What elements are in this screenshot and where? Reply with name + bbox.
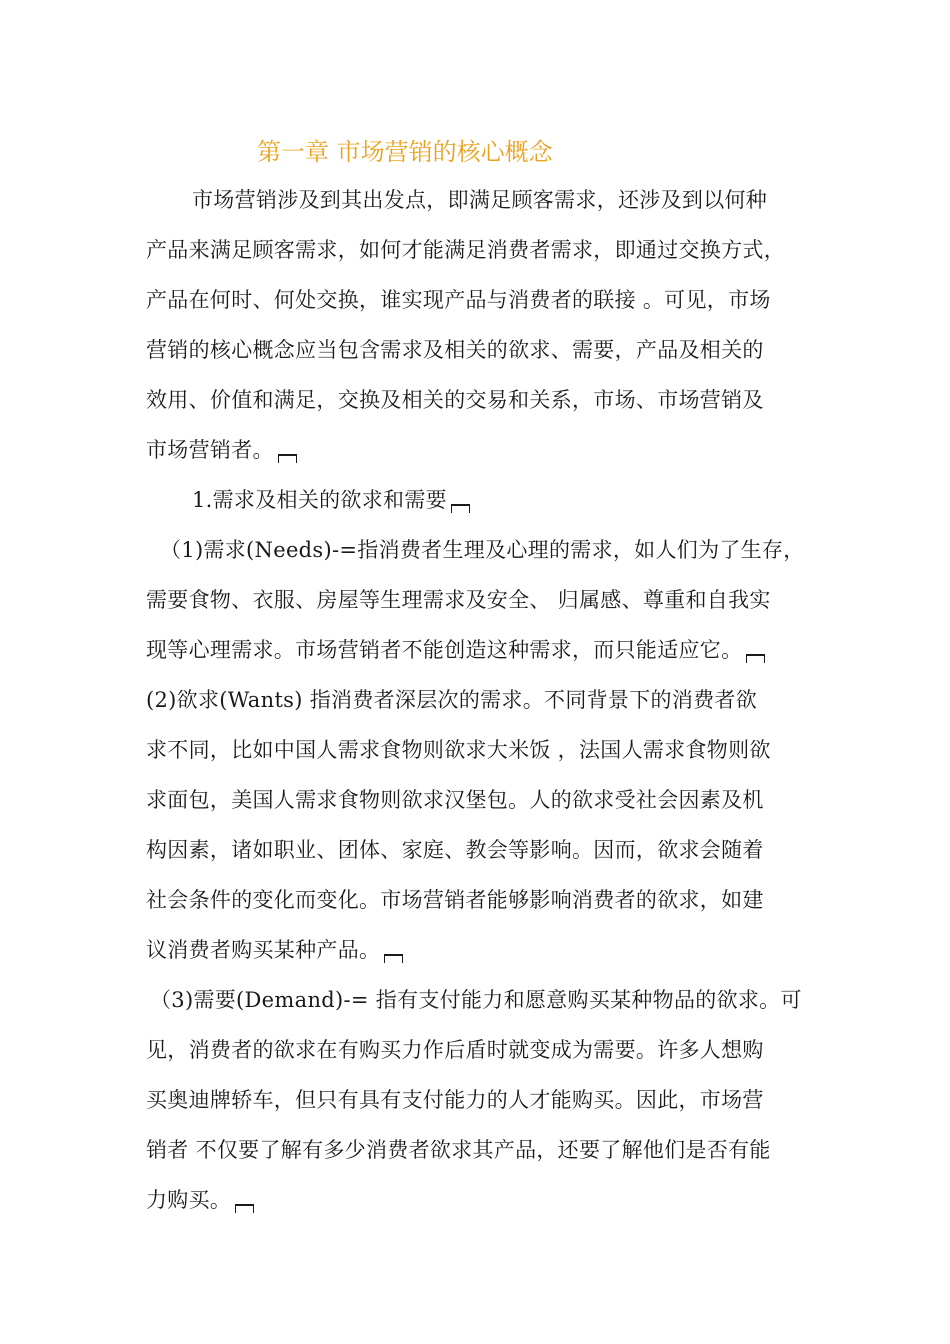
line-text: 营销的核心概念应当包含需求及相关的欲求、需要，产品及相关的 <box>146 338 764 362</box>
line-text: 市场营销涉及到其出发点，即满足顾客需求，还涉及到以何种 <box>192 188 768 212</box>
text-line <box>146 835 764 865</box>
line-text: 求不同，比如中国人需求食物则欲求大米饭 ，法国人需求食物则欲 <box>146 738 771 762</box>
text-line <box>146 235 785 265</box>
line-text: 效用、价值和满足，交换及相关的交易和关系，市场、市场营销及 <box>146 388 764 412</box>
line-text: (2)欲求(Wants) 指消费者深层次的需求。不同背景下的消费者欲 <box>146 688 758 712</box>
paragraph-mark-icon <box>235 1204 254 1213</box>
text-line <box>146 285 771 315</box>
paragraph-mark-icon <box>278 454 297 463</box>
line-text: （3)需要(Demand)-= 指有支付能力和愿意购买某种物品的欲求。可 <box>150 988 802 1012</box>
line-text: 现等心理需求。市场营销者不能创造这种需求，而只能适应它。 <box>146 638 743 662</box>
text-line <box>146 435 297 465</box>
text-line <box>146 635 765 665</box>
text-line <box>146 1085 764 1115</box>
text-line <box>150 985 802 1015</box>
paragraph-mark-icon <box>451 504 470 513</box>
text-line <box>146 885 764 915</box>
text-line <box>192 185 767 215</box>
line-text: 构因素，诸如职业、团体、家庭、教会等影响。因而，欲求会随着 <box>146 838 764 862</box>
text-line <box>146 1185 254 1215</box>
text-line <box>146 785 764 815</box>
text-line <box>146 935 403 965</box>
text-line <box>146 1135 771 1165</box>
line-text: 市场营销者。 <box>146 438 274 462</box>
text-line <box>146 685 757 715</box>
line-text: 销者 不仅要了解有多少消费者欲求其产品，还要了解他们是否有能 <box>146 1138 771 1162</box>
line-text: （1)需求(Needs)-=指消费者生理及心理的需求，如人们为了生存， <box>160 538 805 562</box>
line-text: 需要食物、衣服、房屋等生理需求及安全、 归属感、尊重和自我实 <box>146 588 771 612</box>
line-text: 力购买。 <box>146 1188 232 1212</box>
line-text: 产品在何时、何处交换，谁实现产品与消费者的联接 。可见，市场 <box>146 288 771 312</box>
chapter-title: 第一章 市场营销的核心概念 <box>257 138 553 166</box>
section-heading <box>192 485 470 515</box>
line-text: 求面包，美国人需求食物则欲求汉堡包。人的欲求受社会因素及机 <box>146 788 764 812</box>
line-text: 社会条件的变化而变化。市场营销者能够影响消费者的欲求，如建 <box>146 888 764 912</box>
text-line <box>146 335 764 365</box>
line-text: 见，消费者的欲求在有购买力作后盾时就变成为需要。许多人想购 <box>146 1038 764 1062</box>
line-text: 买奥迪牌轿车，但只有具有支付能力的人才能购买。因此，市场营 <box>146 1088 764 1112</box>
line-text: 产品来满足顾客需求，如何才能满足消费者需求，即通过交换方式， <box>146 238 785 262</box>
text-line <box>146 1035 764 1065</box>
line-text: 议消费者购买某种产品。 <box>146 938 381 962</box>
paragraph-mark-icon <box>384 954 403 963</box>
line-text: 1.需求及相关的欲求和需要 <box>192 488 447 512</box>
text-line <box>146 385 764 415</box>
text-line <box>146 585 771 615</box>
text-line <box>160 535 805 565</box>
paragraph-mark-icon <box>746 654 765 663</box>
text-line <box>146 735 771 765</box>
